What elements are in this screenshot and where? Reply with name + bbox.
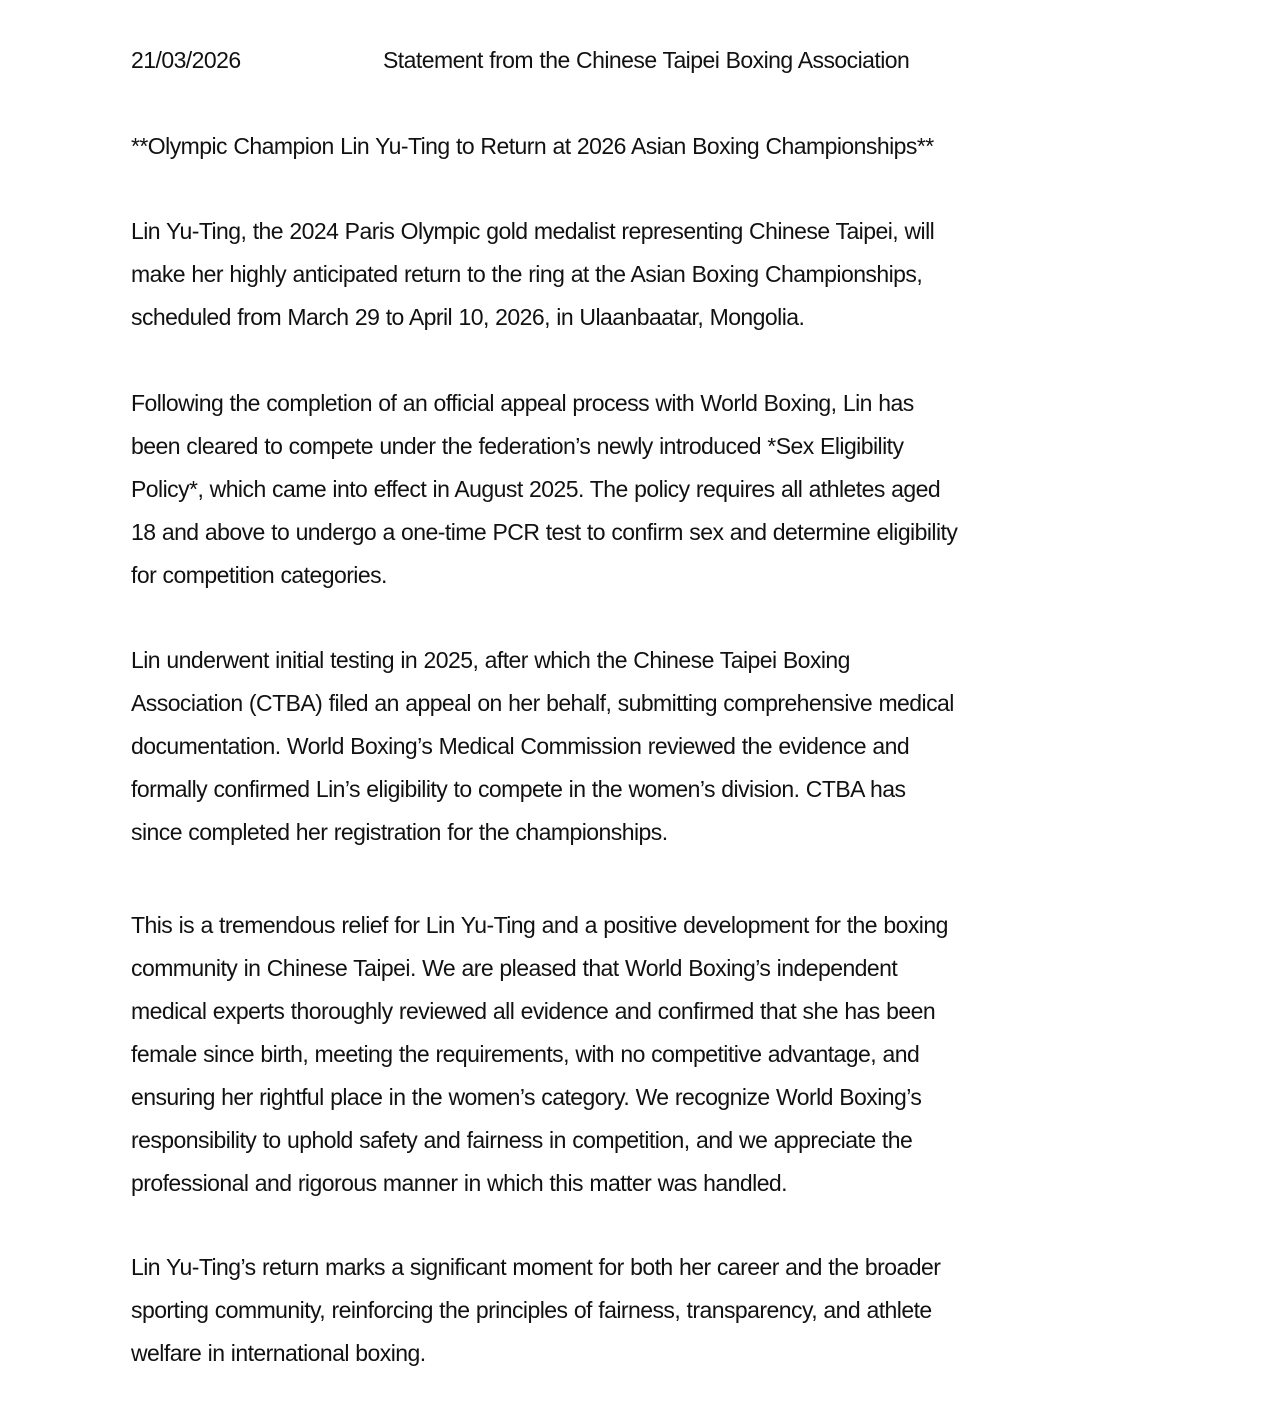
text-line: Following the completion of an official appeal process with World Boxing, Lin has	[131, 390, 914, 416]
text-line: since completed her registration for the championships.	[131, 819, 668, 845]
text-line: for competition categories.	[131, 562, 387, 588]
text-line: responsibility to uphold safety and fairness in competition, and we appreciate the	[131, 1127, 913, 1153]
text-line: professional and rigorous manner in which this matter was handled.	[131, 1170, 788, 1196]
paragraph-appeal-process	[131, 382, 957, 597]
text-line: Lin underwent initial testing in 2025, after which the Chinese Taipei Boxing	[131, 647, 850, 673]
headline: **Olympic Champion Lin Yu-Ting to Return at 2026 Asian Boxing Championships**	[131, 133, 934, 159]
paragraph-association-response	[131, 904, 948, 1205]
text-line: medical experts thoroughly reviewed all evidence and confirmed that she has been	[131, 998, 936, 1024]
text-line: ensuring her rightful place in the women’s category. We recognize World Boxing’s	[131, 1084, 922, 1110]
statement-date: 21/03/2026	[131, 47, 241, 73]
text-line: This is a tremendous relief for Lin Yu-Ting and a positive development for the boxing	[131, 912, 948, 938]
text-line: formally confirmed Lin’s eligibility to compete in the women’s division. CTBA has	[131, 776, 906, 802]
text-line: Association (CTBA) filed an appeal on her behalf, submitting comprehensive medical	[131, 690, 954, 716]
text-line: community in Chinese Taipei. We are pleased that World Boxing’s independent	[131, 955, 898, 981]
statement-title: Statement from the Chinese Taipei Boxing Association	[383, 47, 910, 73]
text-line: Lin Yu-Ting, the 2024 Paris Olympic gold medalist representing Chinese Taipei, will	[131, 218, 935, 244]
paragraph-testing-history	[131, 639, 954, 854]
text-line: Lin Yu-Ting’s return marks a significant moment for both her career and the broader	[131, 1254, 941, 1280]
text-line: welfare in international boxing.	[131, 1340, 426, 1366]
paragraph-announcement	[131, 210, 934, 339]
text-line: documentation. World Boxing’s Medical Commission reviewed the evidence and	[131, 733, 910, 759]
text-line: make her highly anticipated return to the ring at the Asian Boxing Championships,	[131, 261, 923, 287]
paragraph-closing	[131, 1246, 940, 1375]
text-line: sporting community, reinforcing the principles of fairness, transparency, and athlete	[131, 1297, 932, 1323]
text-line: 18 and above to undergo a one-time PCR test to confirm sex and determine eligibility	[131, 519, 958, 545]
statement-header	[131, 39, 1131, 82]
text-line: been cleared to compete under the federation’s newly introduced *Sex Eligibility	[131, 433, 904, 459]
text-line: scheduled from March 29 to April 10, 2026, in Ulaanbaatar, Mongolia.	[131, 304, 805, 330]
text-line: Policy*, which came into effect in August 2025. The policy requires all athletes aged	[131, 476, 941, 502]
text-line: female since birth, meeting the requirements, with no competitive advantage, and	[131, 1041, 920, 1067]
